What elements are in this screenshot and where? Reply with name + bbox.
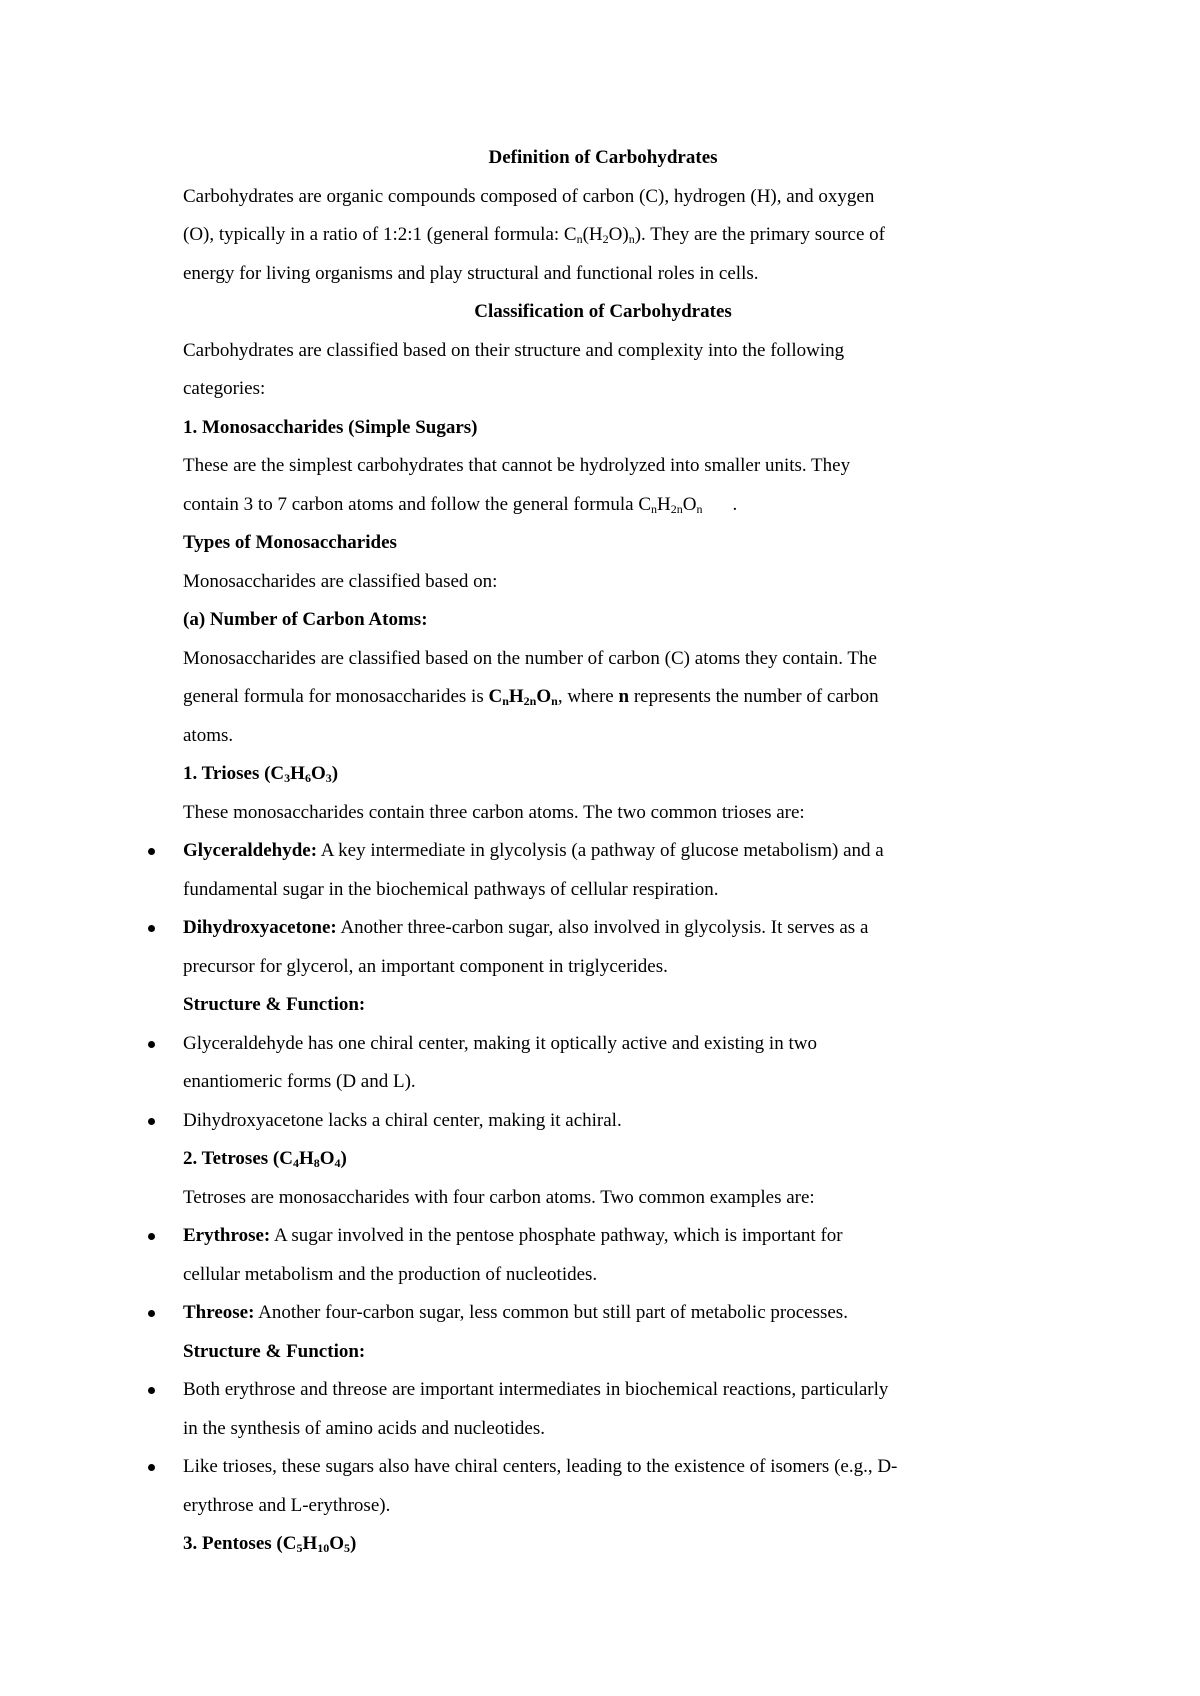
monosaccharides-line-2: contain 3 to 7 carbon atoms and follow the general formula $C_nH_{2n}O_n$ . xyxy=(183,493,738,516)
bullet-icon xyxy=(148,1464,155,1471)
bullet-icon xyxy=(148,1118,155,1125)
list-item-continuation: fundamental sugar in the biochemical pathways of cellular respiration. xyxy=(183,878,719,900)
document-body xyxy=(183,139,1023,1564)
definition-line-2: (O), typically in a ratio of 1:2:1 (general formula: $C_n(H_2O)_n$). They are the primary source of xyxy=(183,224,885,246)
bullet-icon xyxy=(148,1233,155,1240)
list-item: Both erythrose and threose are important intermediates in biochemical reactions, particularly xyxy=(183,1371,1023,1410)
list-item-continuation: in the synthesis of amino acids and nucleotides. xyxy=(183,1417,545,1439)
bullet-icon xyxy=(148,925,155,932)
monosaccharides-line-1: These are the simplest carbohydrates that cannot be hydrolyzed into smaller units. They xyxy=(183,455,851,476)
heading-definition: Definition of Carbohydrates xyxy=(488,147,718,168)
bullet-icon xyxy=(148,848,155,855)
carbon-line-2: general formula for monosaccharides is $C_nH_{2n}O_n$, where n represents the number of carbon xyxy=(183,686,879,708)
list-item-continuation: erythrose and L-erythrose). xyxy=(183,1494,391,1516)
definition-line-3: energy for living organisms and play structural and functional roles in cells. xyxy=(183,262,759,284)
types-heading: Types of Monosaccharides xyxy=(183,532,397,553)
tetroses-intro: Tetroses are monosaccharides with four carbon atoms. Two common examples are: xyxy=(183,1186,815,1208)
carbon-line-3: atoms. xyxy=(183,724,234,746)
carbon-line-1: Monosaccharides are classified based on the number of carbon (C) atoms they contain. The xyxy=(183,647,877,669)
list-item-continuation: enantiomeric forms (D and L). xyxy=(183,1071,416,1092)
pentoses-heading: 3. Pentoses $(C_5H_{10}O_5)$ xyxy=(183,1533,357,1555)
bullet-icon xyxy=(148,1387,155,1394)
list-item: Like trioses, these sugars also have chiral centers, leading to the existence of isomers (e.g., D- xyxy=(183,1448,1023,1487)
list-item-continuation: precursor for glycerol, an important component in triglycerides. xyxy=(183,955,668,977)
definition-line-1: Carbohydrates are organic compounds composed of carbon (C), hydrogen (H), and oxygen xyxy=(183,185,875,207)
tetroses-structure-heading: Structure & Function: xyxy=(183,1340,366,1362)
trioses-structure-heading: Structure & Function: xyxy=(183,994,366,1015)
list-item: Dihydroxyacetone lacks a chiral center, making it achiral. xyxy=(183,1102,1023,1141)
monosaccharides-heading: 1. Monosaccharides (Simple Sugars) xyxy=(183,416,478,438)
trioses-heading: 1. Trioses $(C_3H_6O_3)$ xyxy=(183,763,339,785)
trioses-intro: These monosaccharides contain three carbon atoms. The two common trioses are: xyxy=(183,801,805,823)
classification-line-1: Carbohydrates are classified based on their structure and complexity into the following xyxy=(183,339,845,361)
list-item: Threose: Another four-carbon sugar, less common but still part of metabolic processes. xyxy=(183,1294,1023,1333)
list-item: Dihydroxyacetone: Another three-carbon sugar, also involved in glycolysis. It serves as a xyxy=(183,909,1023,948)
tetroses-heading: 2. Tetroses $(C_4H_8O_4)$ xyxy=(183,1148,347,1170)
bullet-icon xyxy=(148,1041,155,1048)
types-intro: Monosaccharides are classified based on: xyxy=(183,570,498,592)
list-item: Glyceraldehyde has one chiral center, making it optically active and existing in two xyxy=(183,1025,1023,1064)
bullet-icon xyxy=(148,1310,155,1317)
carbon-atoms-heading: (a) Number of Carbon Atoms: xyxy=(183,609,428,630)
list-item: Erythrose: A sugar involved in the pentose phosphate pathway, which is important for xyxy=(183,1217,1023,1256)
list-item-continuation: cellular metabolism and the production of nucleotides. xyxy=(183,1263,598,1285)
list-item: Glyceraldehyde: A key intermediate in glycolysis (a pathway of glucose metabolism) and a xyxy=(183,832,1023,871)
classification-line-2: categories: xyxy=(183,378,266,399)
heading-classification: Classification of Carbohydrates xyxy=(474,301,732,322)
